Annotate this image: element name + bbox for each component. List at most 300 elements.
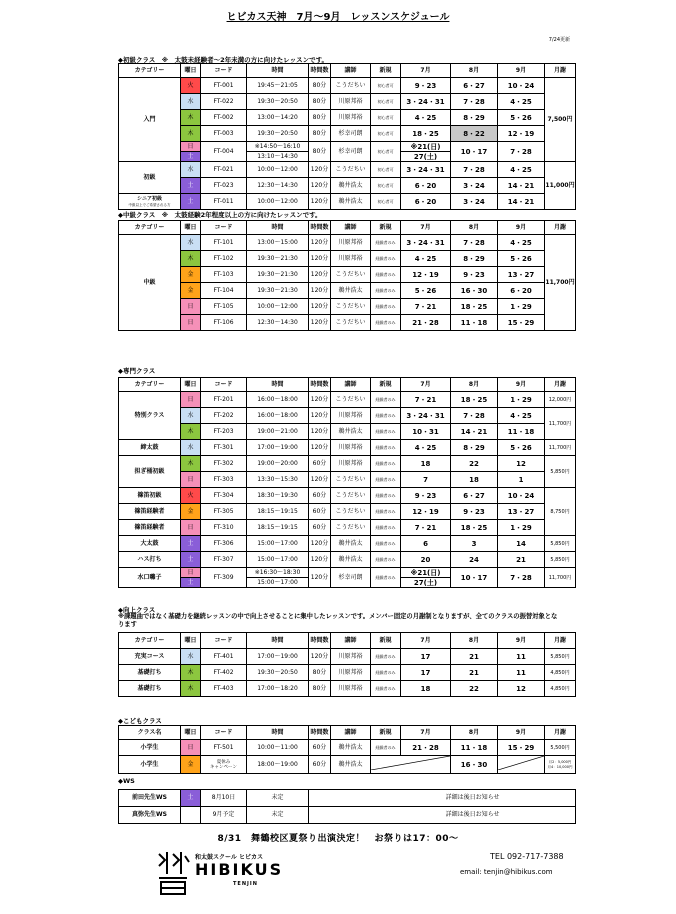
table-cell: 経験者のみ: [371, 235, 401, 251]
table-cell: 講師: [331, 64, 371, 78]
table-cell: 7・21: [401, 520, 451, 536]
table-cell: FT-023: [201, 178, 247, 194]
table-cell: 18: [401, 456, 451, 472]
table-cell: 4・25: [498, 94, 545, 110]
highlighted-date: 8・22: [451, 126, 498, 142]
table-cell: 12,000円: [545, 392, 576, 408]
table-cell: 7・28: [498, 142, 545, 162]
table-cell: 鵜井浩太: [331, 756, 371, 774]
table-cell: カテゴリー: [119, 221, 181, 235]
table-cell: 18: [401, 681, 451, 697]
table-cell: 8月10日: [201, 790, 247, 807]
table-cell: 木: [181, 665, 201, 681]
table-cell: こうだちい: [331, 520, 371, 536]
table-cell: 締太鼓: [119, 440, 181, 456]
table-cell: 7・28: [451, 162, 498, 178]
table-cell: 14・21: [451, 424, 498, 440]
table-cell: 月謝: [545, 726, 576, 740]
table-cell: 金: [181, 283, 201, 299]
table-cell: 経験者のみ: [371, 504, 401, 520]
table-cell: 13:30～15:30: [247, 472, 309, 488]
table-cell: FT-104: [201, 283, 247, 299]
table-cell: 16:00～18:00: [247, 408, 309, 424]
table-cell: 7: [401, 472, 451, 488]
table-cell: 鵜井浩太: [331, 424, 371, 440]
table-cell: カテゴリー: [119, 633, 181, 649]
table-cell: 3・24: [451, 194, 498, 210]
table-cell: 60分: [309, 520, 331, 536]
table-cell: 12: [498, 681, 545, 697]
table-cell: FT-103: [201, 267, 247, 283]
table-cell: 60分: [309, 756, 331, 774]
table-cell: 9月予定: [201, 807, 247, 824]
table-row: [119, 162, 576, 178]
table-row: [119, 424, 576, 440]
table-cell: 土: [181, 152, 201, 162]
table-cell: 杉幸司朗: [331, 568, 371, 588]
table-cell: 夏休み キャンペーン: [201, 756, 247, 774]
table-cell: 川原邦裕: [331, 665, 371, 681]
table-row: [119, 283, 576, 299]
table-cell: 15:00～17:00: [247, 536, 309, 552]
table-cell: 17: [401, 665, 451, 681]
table-cell: 120分: [309, 568, 331, 588]
table-cell: 川原邦裕: [331, 94, 371, 110]
table-cell: こうだちい: [331, 488, 371, 504]
table-cell: 金: [181, 267, 201, 283]
table-cell: 4・25: [401, 251, 451, 267]
table-cell: 9・23: [451, 504, 498, 520]
table-cell: 8月: [451, 726, 498, 740]
table-cell: [309, 790, 401, 807]
table-cell: 詳細は後日お知らせ: [401, 790, 545, 807]
table-cell: 7月: [401, 726, 451, 740]
table-cell: 80分: [309, 665, 331, 681]
table-cell: 10:00～12:00: [247, 162, 309, 178]
table-row: [119, 488, 576, 504]
table-cell: 7・28: [498, 568, 545, 588]
table-cell: 1・29: [498, 299, 545, 315]
table-row: [119, 456, 576, 472]
table-cell: 9月: [498, 64, 545, 78]
table-cell: 10:00～12:00: [247, 194, 309, 210]
table-cell: 月謝: [545, 64, 576, 78]
table-cell: 日: [181, 740, 201, 756]
table-cell: 120分: [309, 267, 331, 283]
table-cell: 木: [181, 110, 201, 126]
table-cell: 16:00～18:00: [247, 392, 309, 408]
table-cell: 5・26: [498, 110, 545, 126]
table-cell: 土: [181, 536, 201, 552]
table-cell: 18:00～19:00: [247, 756, 309, 774]
table-cell: 経験者のみ: [371, 681, 401, 697]
table-cell: 3・24・31: [401, 235, 451, 251]
table-cell: 4・25: [498, 162, 545, 178]
table-row: [119, 472, 576, 488]
table-cell: 木: [181, 456, 201, 472]
table-cell: 時間数: [309, 378, 331, 392]
table-row: [119, 408, 576, 424]
table-cell: 鵜井浩太: [331, 283, 371, 299]
table-cell: 初心者可: [371, 94, 401, 110]
table-cell: 24: [451, 552, 498, 568]
category-cell: 初級: [119, 162, 181, 194]
table-cell: 篠笛初級: [119, 488, 181, 504]
table-cell: 120分: [309, 251, 331, 267]
table-cell: 120分: [309, 408, 331, 424]
table-header: [119, 726, 576, 740]
table-cell: 11・18: [451, 740, 498, 756]
table-cell: 1・29: [498, 520, 545, 536]
table-cell: 金: [181, 504, 201, 520]
table-cell: 80分: [309, 142, 331, 162]
table-cell: FT-001: [201, 78, 247, 94]
table-cell: [181, 807, 201, 824]
table-cell: 新規: [371, 64, 401, 78]
table-cell: 80分: [309, 78, 331, 94]
table-cell: 5・26: [498, 440, 545, 456]
table-cell: 7月: [401, 378, 451, 392]
table-row: [119, 552, 576, 568]
table-cell: 小学生: [119, 740, 181, 756]
table-cell: 15・29: [498, 740, 545, 756]
table-cell: 19:00～20:00: [247, 456, 309, 472]
table-cell: 5,850円: [545, 649, 576, 665]
table-cell: 金: [181, 756, 201, 774]
table-cell: 10・17: [451, 568, 498, 588]
table-row: [119, 536, 576, 552]
table-cell: 篠笛経験者: [119, 504, 181, 520]
table-cell: こうだちい: [331, 392, 371, 408]
table-cell: 月謝: [545, 633, 576, 649]
table-cell: FT-022: [201, 94, 247, 110]
table-cell: 未定: [247, 807, 309, 824]
table-cell: 3・24・31: [401, 162, 451, 178]
table-cell: FT-106: [201, 315, 247, 331]
table-cell: 日: [181, 520, 201, 536]
updated-date: 7/24更新: [548, 37, 570, 43]
hibikus-logo: 和太鼓スクール ヒビカス HIBIKUS TENJIN: [155, 848, 315, 898]
table-cell: ※21(日): [401, 568, 451, 578]
table-cell: 月謝: [545, 378, 576, 392]
table-cell: FT-307: [201, 552, 247, 568]
table-cell: 11: [498, 649, 545, 665]
table-cell: 経験者のみ: [371, 267, 401, 283]
table-cell: 時間: [247, 378, 309, 392]
table-cell: 5・26: [498, 251, 545, 267]
table-cell: 3・24: [451, 178, 498, 194]
table-cell: 12・19: [498, 126, 545, 142]
workshop-table: [118, 789, 576, 824]
table-cell: 10・24: [498, 488, 545, 504]
table-cell: 80分: [309, 94, 331, 110]
table-cell: 14・21: [498, 194, 545, 210]
table-cell: 鵜井浩太: [331, 552, 371, 568]
table-cell: 9月: [498, 378, 545, 392]
table-cell: 杉幸司朗: [331, 142, 371, 162]
table-cell: 月2：5,000円 月4：10,000円: [545, 756, 576, 774]
table-cell: 木: [181, 424, 201, 440]
table-cell: 水: [181, 408, 201, 424]
table-cell: 12・19: [401, 267, 451, 283]
diagonal-line: [371, 756, 450, 770]
table-cell: FT-202: [201, 408, 247, 424]
table-cell: 11・18: [498, 424, 545, 440]
email-address: email: tenjin@hibikus.com: [460, 868, 553, 876]
table-cell: 水: [181, 649, 201, 665]
table-cell: コード: [201, 221, 247, 235]
table-cell: 22: [451, 681, 498, 697]
table-cell: FT-305: [201, 504, 247, 520]
table-cell: こうだちい: [331, 299, 371, 315]
table-cell: 時間: [247, 64, 309, 78]
table-cell: 8月: [451, 221, 498, 235]
table-cell: 17:00～19:00: [247, 440, 309, 456]
table-cell: 水: [181, 162, 201, 178]
table-cell: 経験者のみ: [371, 665, 401, 681]
table-row: [119, 665, 576, 681]
table-cell: 新規: [371, 633, 401, 649]
table-cell: 14・21: [498, 178, 545, 194]
table-cell: 土: [181, 194, 201, 210]
table-cell: 27(土): [401, 578, 451, 588]
table-cell: 新規: [371, 221, 401, 235]
section-heading-advanced: ◆向上クラス: [118, 606, 156, 614]
diagonal-line: [498, 756, 544, 770]
table-cell: 4・25: [498, 235, 545, 251]
table-cell: 日: [181, 142, 201, 152]
table-cell: 120分: [309, 440, 331, 456]
table-cell: 6・27: [451, 488, 498, 504]
table-cell: 13・27: [498, 504, 545, 520]
table-cell: 経験者のみ: [371, 536, 401, 552]
table-row: [119, 251, 576, 267]
table-cell: FT-003: [201, 126, 247, 142]
table-row: [119, 504, 576, 520]
table-cell: FT-303: [201, 472, 247, 488]
advanced-table: [118, 632, 576, 697]
section-heading-ws: ◆WS: [118, 777, 135, 785]
intermediate-table: [118, 220, 576, 331]
table-cell: 水: [181, 94, 201, 110]
fee-cell: 11,000円: [545, 162, 576, 210]
table-header: [119, 64, 576, 78]
table-cell: ※21(日): [401, 142, 451, 152]
table-cell: 川原邦裕: [331, 456, 371, 472]
table-cell: 初心者可: [371, 194, 401, 210]
table-cell: 120分: [309, 536, 331, 552]
table-cell: 経験者のみ: [371, 740, 401, 756]
table-cell: 18・25: [401, 126, 451, 142]
table-cell: 木: [181, 251, 201, 267]
page-title: ヒビカス天神 7月～9月 レッスンスケジュール: [226, 12, 450, 23]
table-cell: 川原邦裕: [331, 440, 371, 456]
table-row: [119, 440, 576, 456]
table-cell: 曜日: [181, 64, 201, 78]
table-cell: 経験者のみ: [371, 251, 401, 267]
table-cell: 曜日: [181, 378, 201, 392]
table-cell: 篠笛経験者: [119, 520, 181, 536]
table-row: [119, 681, 576, 697]
table-cell: こうだちい: [331, 315, 371, 331]
table-row: [119, 807, 576, 824]
table-cell: 13:10～14:30: [247, 152, 309, 162]
table-cell: 120分: [309, 235, 331, 251]
table-cell: 80分: [309, 681, 331, 697]
table-row: [119, 178, 576, 194]
table-cell: 3: [451, 536, 498, 552]
table-cell: 12:30～14:30: [247, 178, 309, 194]
table-cell: 9月: [498, 221, 545, 235]
table-cell: 大太鼓: [119, 536, 181, 552]
table-cell: 初心者可: [371, 78, 401, 94]
table-cell: 6・20: [401, 178, 451, 194]
table-cell: 鵜井浩太: [331, 536, 371, 552]
table-cell: 初心者可: [371, 142, 401, 162]
table-cell: 8・29: [451, 251, 498, 267]
table-cell: 土: [181, 178, 201, 194]
table-cell: 19:30～20:50: [247, 126, 309, 142]
table-cell: 9月: [498, 633, 545, 649]
table-row: [119, 194, 576, 210]
table-cell: 6・20: [498, 283, 545, 299]
section-heading-specialty: ◆専門クラス: [118, 367, 156, 375]
table-cell: 16・30: [451, 283, 498, 299]
table-cell: 60分: [309, 504, 331, 520]
table-cell: 曜日: [181, 726, 201, 740]
table-cell: 11,700円: [545, 408, 576, 440]
table-cell: [545, 807, 576, 824]
table-cell: 17:00～18:20: [247, 681, 309, 697]
table-cell: 5・26: [401, 283, 451, 299]
table-row: [119, 110, 576, 126]
table-cell: 18・25: [451, 392, 498, 408]
table-cell: FT-403: [201, 681, 247, 697]
table-cell: 60分: [309, 488, 331, 504]
table-cell: 前田先生WS: [119, 790, 181, 807]
table-cell: FT-402: [201, 665, 247, 681]
table-cell: [545, 790, 576, 807]
table-cell: 経験者のみ: [371, 299, 401, 315]
table-cell: 経験者のみ: [371, 472, 401, 488]
table-cell: FT-301: [201, 440, 247, 456]
table-cell: FT-105: [201, 299, 247, 315]
table-cell: 鵜井浩太: [331, 194, 371, 210]
table-cell: 21・28: [401, 740, 451, 756]
table-cell: 基礎打ち: [119, 665, 181, 681]
table-cell: 19:45～21:05: [247, 78, 309, 94]
table-cell: 時間: [247, 633, 309, 649]
table-cell: 川原邦裕: [331, 110, 371, 126]
table-cell: 60分: [309, 456, 331, 472]
table-cell: こうだちい: [331, 162, 371, 178]
table-cell: [309, 807, 401, 824]
table-cell: 10:00～11:00: [247, 740, 309, 756]
table-cell: クラス名: [119, 726, 181, 740]
table-cell: 15:00～17:00: [247, 552, 309, 568]
table-cell: 火: [181, 78, 201, 94]
table-row: [119, 520, 576, 536]
table-cell: 経験者のみ: [371, 520, 401, 536]
table-cell: 水口囃子: [119, 568, 181, 588]
table-cell: 曜日: [181, 221, 201, 235]
table-cell: 時間数: [309, 633, 331, 649]
table-cell: 5,850円: [545, 536, 576, 552]
table-header: [119, 221, 576, 235]
table-cell: 鵜井浩太: [331, 740, 371, 756]
table-cell: 120分: [309, 472, 331, 488]
category-cell: シニア初級 中級以上でご希望される方: [119, 194, 181, 210]
table-cell: 19:00～21:00: [247, 424, 309, 440]
table-cell: 6: [401, 536, 451, 552]
table-cell: ※16:30～18:30: [247, 568, 309, 578]
table-cell: 土: [181, 552, 201, 568]
table-cell: コード: [201, 633, 247, 649]
table-cell: 8月: [451, 633, 498, 649]
table-cell: 7月: [401, 221, 451, 235]
table-cell: 日: [181, 472, 201, 488]
table-cell: 時間数: [309, 64, 331, 78]
table-cell: 充実コース: [119, 649, 181, 665]
table-cell: こうだちい: [331, 267, 371, 283]
table-cell: 11・18: [451, 315, 498, 331]
table-cell: 講師: [331, 633, 371, 649]
table-cell: こうだちい: [331, 472, 371, 488]
table-cell: 10・17: [451, 142, 498, 162]
table-cell: 水: [181, 440, 201, 456]
table-row: [119, 649, 576, 665]
table-cell: 120分: [309, 552, 331, 568]
table-cell: 7月: [401, 64, 451, 78]
table-header: [119, 633, 576, 649]
table-cell: 21: [451, 649, 498, 665]
category-cell: 特別クラス: [119, 392, 181, 440]
table-cell: 9・23: [401, 78, 451, 94]
kids-table: [118, 725, 576, 774]
table-cell: 川原邦裕: [331, 408, 371, 424]
table-cell: 19:30～20:50: [247, 665, 309, 681]
table-cell: カテゴリー: [119, 64, 181, 78]
table-cell: 経験者のみ: [371, 552, 401, 568]
table-cell: 8,750円: [545, 488, 576, 536]
table-cell: 7・21: [401, 392, 451, 408]
table-cell: 21・28: [401, 315, 451, 331]
table-cell: 経験者のみ: [371, 408, 401, 424]
table-cell: 経験者のみ: [371, 568, 401, 588]
table-cell: 講師: [331, 726, 371, 740]
table-cell: [371, 756, 451, 774]
table-cell: 11: [498, 665, 545, 681]
table-cell: 16・30: [451, 756, 498, 774]
table-row: [119, 740, 576, 756]
table-cell: 鵜井浩太: [331, 178, 371, 194]
table-cell: 小学生: [119, 756, 181, 774]
table-cell: 120分: [309, 178, 331, 194]
table-cell: 19:30～20:50: [247, 94, 309, 110]
table-cell: 18:30～19:30: [247, 488, 309, 504]
table-cell: カテゴリー: [119, 378, 181, 392]
table-cell: 1・29: [498, 392, 545, 408]
table-cell: 3・24・31: [401, 408, 451, 424]
table-cell: 4,850円: [545, 681, 576, 697]
table-cell: 18: [451, 472, 498, 488]
table-cell: 60分: [309, 740, 331, 756]
table-cell: 9・23: [451, 267, 498, 283]
table-cell: 4・25: [401, 110, 451, 126]
table-cell: 曜日: [181, 633, 201, 649]
table-cell: 木: [181, 681, 201, 697]
table-cell: 4,850円: [545, 665, 576, 681]
